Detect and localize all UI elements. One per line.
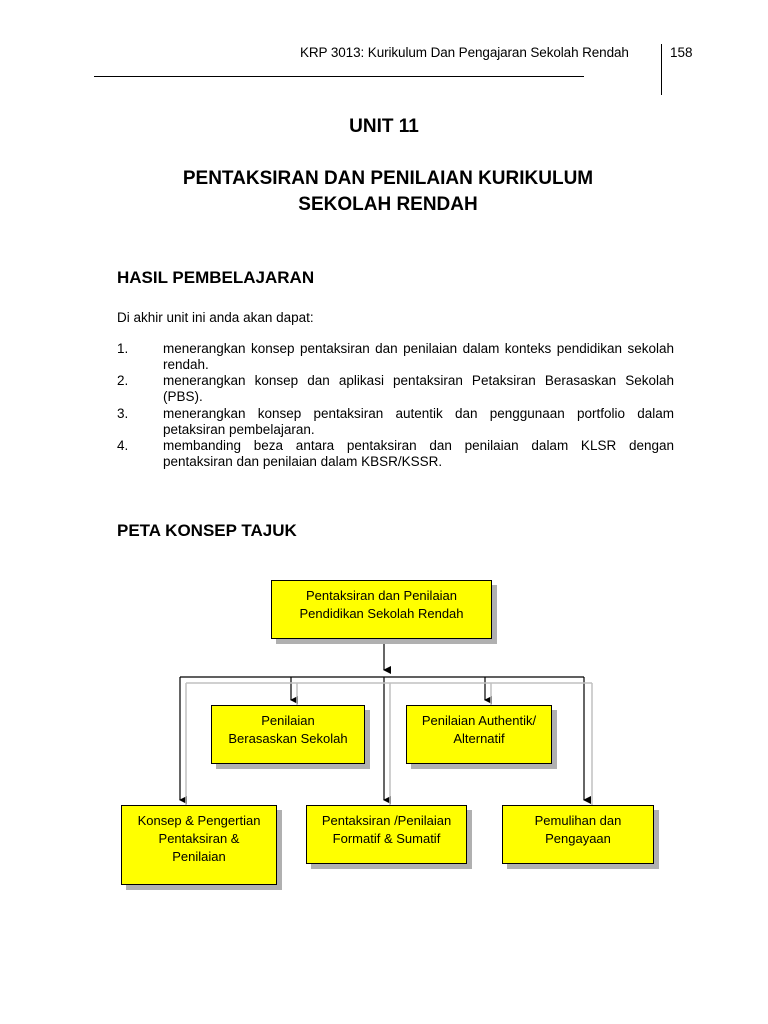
- concept-bottom-right-line: Pengayaan: [545, 831, 611, 846]
- concept-bottom-center-line: Formatif & Sumatif: [332, 831, 441, 846]
- concept-bottom-center-box: [306, 805, 467, 864]
- unit-label: UNIT 11: [349, 116, 419, 137]
- learning-outcomes-intro: Di akhir unit ini anda akan dapat:: [117, 310, 314, 325]
- running-header: KRP 3013: Kurikulum Dan Pengajaran Sekolah Rendah: [300, 45, 629, 60]
- concept-root-line: Pendidikan Sekolah Rendah: [299, 606, 464, 621]
- page-number: 158: [670, 45, 693, 60]
- outcome-text: menerangkan konsep pentaksiran autentik dan penggunaan portfolio dalam petaksiran pembelajaran.: [163, 406, 674, 437]
- outcome-number: 2.: [117, 373, 129, 388]
- concept-bottom-right-line: Pemulihan dan: [534, 813, 622, 828]
- concept-mid-right-line: Alternatif: [453, 731, 505, 746]
- concept-root-box: [271, 580, 492, 639]
- outcome-text: menerangkan konsep dan aplikasi pentaksiran Petaksiran Berasaskan Sekolah (PBS).: [163, 373, 674, 404]
- unit-title-line-2: SEKOLAH RENDAH: [298, 194, 478, 215]
- concept-mid-left-box: [211, 705, 365, 764]
- concept-bottom-left-line: Pentaksiran &: [158, 831, 240, 846]
- concept-mid-right-box: [406, 705, 552, 764]
- concept-map-heading: PETA KONSEP TAJUK: [117, 521, 297, 540]
- outcome-text: membanding beza antara pentaksiran dan penilaian dalam KLSR dengan pentaksiran dan penilaian dalam KBSR/KSSR.: [163, 438, 674, 469]
- outcome-number: 3.: [117, 406, 129, 421]
- outcome-number: 4.: [117, 438, 129, 453]
- concept-bottom-left-line: Penilaian: [172, 849, 226, 864]
- concept-mid-right-line: Penilaian Authentik/: [421, 713, 537, 728]
- concept-mid-left-line: Berasaskan Sekolah: [228, 731, 348, 746]
- concept-bottom-right-box: [502, 805, 654, 864]
- unit-title-line-1: PENTAKSIRAN DAN PENILAIAN KURIKULUM: [182, 168, 594, 189]
- outcome-text: menerangkan konsep pentaksiran dan penilaian dalam konteks pendidikan sekolah rendah.: [163, 341, 674, 372]
- outcome-number: 1.: [117, 341, 129, 356]
- learning-outcomes-heading: HASIL PEMBELAJARAN: [117, 268, 315, 287]
- concept-mid-left-line: Penilaian: [261, 713, 315, 728]
- concept-root-line: Pentaksiran dan Penilaian: [305, 588, 458, 603]
- concept-bottom-left-box: [121, 805, 277, 885]
- concept-bottom-left-line: Konsep & Pengertian: [137, 813, 261, 828]
- concept-bottom-center-line: Pentaksiran /Penilaian: [321, 813, 452, 828]
